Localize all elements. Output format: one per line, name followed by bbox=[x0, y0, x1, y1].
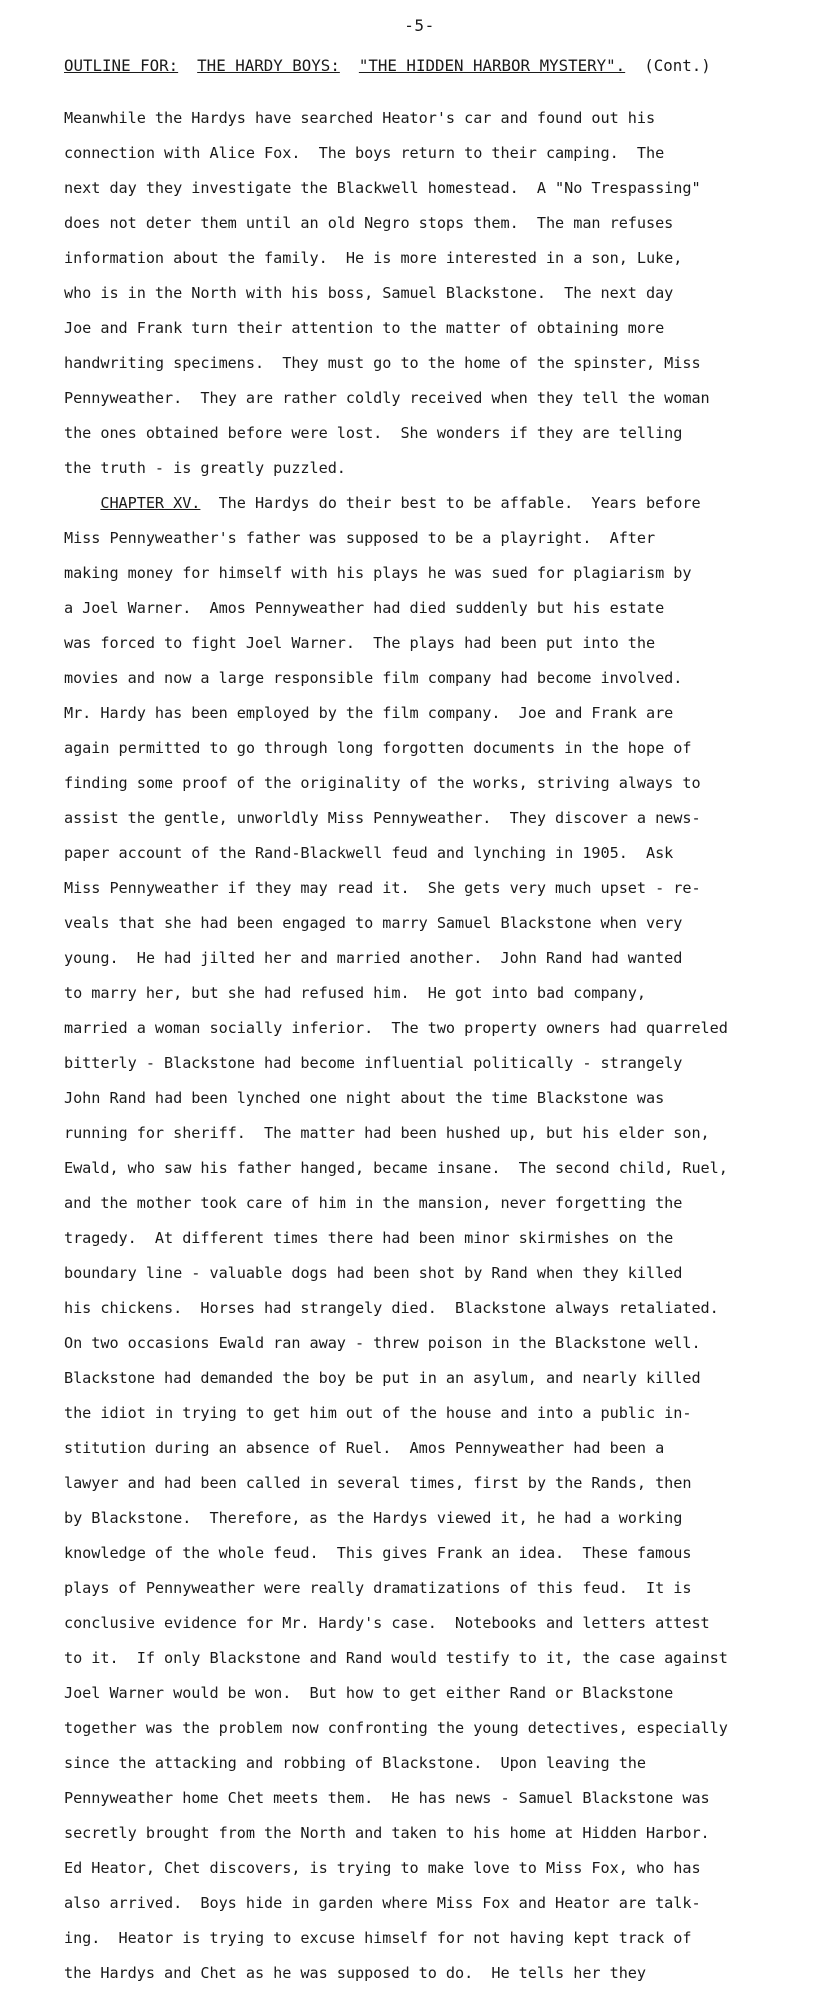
text-line: John Rand had been lynched one night about the time Blackstone was bbox=[64, 1088, 665, 1107]
text-line: Blackstone had demanded the boy be put in an asylum, and nearly killed bbox=[64, 1368, 701, 1387]
text-line: lawyer and had been called in several times, first by the Rands, then bbox=[64, 1473, 692, 1492]
text-line: bitterly - Blackstone had become influential politically - strangely bbox=[64, 1053, 683, 1072]
text-line: secretly brought from the North and taken to his home at Hidden Harbor. bbox=[64, 1823, 710, 1842]
text-line: does not deter them until an old Negro stops them. The man refuses bbox=[64, 213, 674, 232]
text-line: Joe and Frank turn their attention to the matter of obtaining more bbox=[64, 318, 665, 337]
text-line: the ones obtained before were lost. She wonders if they are telling bbox=[64, 423, 683, 442]
text-line: tragedy. At different times there had been minor skirmishes on the bbox=[64, 1228, 674, 1247]
outline-label: OUTLINE FOR: bbox=[64, 56, 179, 75]
text-line: Miss Pennyweather if they may read it. She gets very much upset - re- bbox=[64, 878, 701, 897]
outline-heading bbox=[64, 56, 839, 76]
text-line: information about the family. He is more interested in a son, Luke, bbox=[64, 248, 683, 267]
chapter-line-text: The Hardys do their best to be affable. Years before bbox=[200, 493, 701, 512]
text-line: was forced to fight Joel Warner. The plays had been put into the bbox=[64, 633, 656, 652]
text-line: stitution during an absence of Ruel. Amos Pennyweather had been a bbox=[64, 1438, 665, 1457]
text-line: again permitted to go through long forgotten documents in the hope of bbox=[64, 738, 692, 757]
text-line: a Joel Warner. Amos Pennyweather had died suddenly but his estate bbox=[64, 598, 665, 617]
text-line: making money for himself with his plays he was sued for plagiarism by bbox=[64, 563, 692, 582]
series-name: THE HARDY BOYS: bbox=[197, 56, 340, 75]
text-line: Meanwhile the Hardys have searched Heator's car and found out his bbox=[64, 108, 656, 127]
text-line: Ed Heator, Chet discovers, is trying to make love to Miss Fox, who has bbox=[64, 1858, 701, 1877]
text-line: also arrived. Boys hide in garden where Miss Fox and Heator are talk- bbox=[64, 1893, 701, 1912]
text-line: Pennyweather home Chet meets them. He has news - Samuel Blackstone was bbox=[64, 1788, 710, 1807]
text-line: Joel Warner would be won. But how to get either Rand or Blackstone bbox=[64, 1683, 674, 1702]
text-line: plays of Pennyweather were really dramatizations of this feud. It is bbox=[64, 1578, 692, 1597]
text-line: to it. If only Blackstone and Rand would testify to it, the case against bbox=[64, 1648, 728, 1667]
text-line: who is in the North with his boss, Samuel Blackstone. The next day bbox=[64, 283, 674, 302]
text-line: his chickens. Horses had strangely died. Blackstone always retaliated. bbox=[64, 1298, 719, 1317]
text-line: next day they investigate the Blackwell homestead. A "No Trespassing" bbox=[64, 178, 701, 197]
text-line: the truth - is greatly puzzled. bbox=[64, 458, 346, 477]
text-line: paper account of the Rand-Blackwell feud and lynching in 1905. Ask bbox=[64, 843, 674, 862]
text-line: movies and now a large responsible film company had become involved. bbox=[64, 668, 683, 687]
text-line: the Hardys and Chet as he was supposed to do. He tells her they bbox=[64, 1963, 646, 1982]
text-line: veals that she had been engaged to marry Samuel Blackstone when very bbox=[64, 913, 683, 932]
text-line: handwriting specimens. They must go to the home of the spinster, Miss bbox=[64, 353, 701, 372]
chapter-heading: CHAPTER XV. bbox=[100, 493, 201, 512]
page-number: -5- bbox=[404, 16, 435, 35]
text-line: knowledge of the whole feud. This gives Frank an idea. These famous bbox=[64, 1543, 692, 1562]
outline-body bbox=[64, 92, 839, 2000]
chapter-line bbox=[64, 495, 839, 513]
text-line: conclusive evidence for Mr. Hardy's case. Notebooks and letters attest bbox=[64, 1613, 710, 1632]
text-line: finding some proof of the originality of the works, striving always to bbox=[64, 773, 701, 792]
text-line: Miss Pennyweather's father was supposed to be a playright. After bbox=[64, 528, 656, 547]
text-line: young. He had jilted her and married another. John Rand had wanted bbox=[64, 948, 683, 967]
text-line: On two occasions Ewald ran away - threw poison in the Blackstone well. bbox=[64, 1333, 701, 1352]
text-line: married a woman socially inferior. The two property owners had quarreled bbox=[64, 1018, 728, 1037]
text-line: boundary line - valuable dogs had been shot by Rand when they killed bbox=[64, 1263, 683, 1282]
text-line: to marry her, but she had refused him. He got into bad company, bbox=[64, 983, 646, 1002]
text-line: and the mother took care of him in the mansion, never forgetting the bbox=[64, 1193, 683, 1212]
text-line: ing. Heator is trying to excuse himself for not having kept track of bbox=[64, 1928, 692, 1947]
text-line: Ewald, who saw his father hanged, became insane. The second child, Ruel, bbox=[64, 1158, 728, 1177]
continued-label: (Cont.) bbox=[644, 56, 711, 75]
text-line: by Blackstone. Therefore, as the Hardys viewed it, he had a working bbox=[64, 1508, 683, 1527]
text-line: assist the gentle, unworldly Miss Pennyweather. They discover a news- bbox=[64, 808, 701, 827]
book-title: "THE HIDDEN HARBOR MYSTERY". bbox=[358, 56, 626, 75]
text-line: running for sheriff. The matter had been hushed up, but his elder son, bbox=[64, 1123, 710, 1142]
text-line: connection with Alice Fox. The boys return to their camping. The bbox=[64, 143, 665, 162]
text-line: together was the problem now confronting the young detectives, especially bbox=[64, 1718, 728, 1737]
text-line: Pennyweather. They are rather coldly received when they tell the woman bbox=[64, 388, 710, 407]
text-line: Mr. Hardy has been employed by the film company. Joe and Frank are bbox=[64, 703, 674, 722]
text-line: since the attacking and robbing of Blackstone. Upon leaving the bbox=[64, 1753, 646, 1772]
text-line: the idiot in trying to get him out of the house and into a public in- bbox=[64, 1403, 692, 1422]
